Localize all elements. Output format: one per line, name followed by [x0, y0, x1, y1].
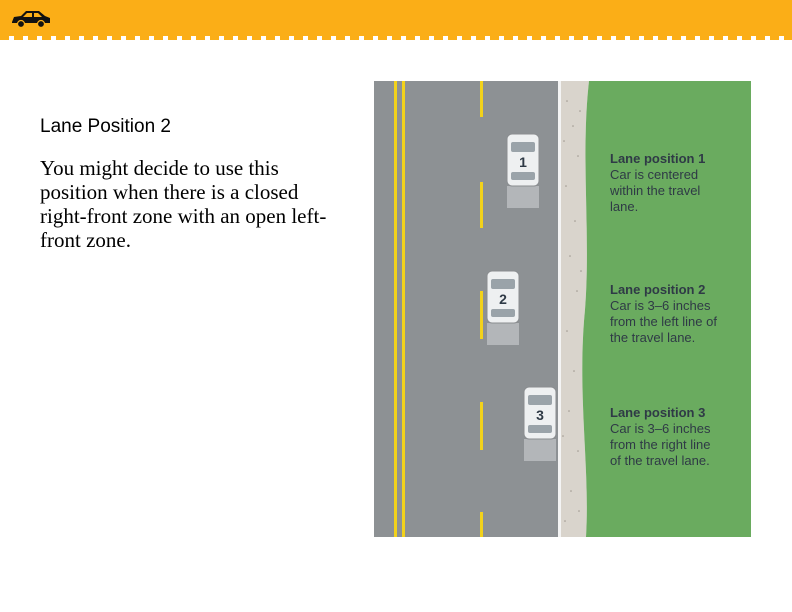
header-bar [0, 0, 792, 38]
car-2 [487, 271, 519, 345]
car-3 [524, 387, 556, 461]
header-bar-edge [0, 36, 792, 40]
caption-3 [610, 405, 711, 468]
shoulder [561, 81, 589, 537]
lane-position-diagram [374, 81, 751, 537]
caption-1-line-2: within the travel [610, 183, 701, 198]
car-1 [507, 134, 539, 208]
caption-2-line-2: from the left line of [610, 314, 717, 329]
caption-3-line-3: of the travel lane. [610, 453, 710, 468]
caption-2-line-1: Car is 3–6 inches [610, 298, 711, 313]
caption-1-title: Lane position 1 [610, 151, 706, 166]
center-line-left [394, 81, 397, 537]
car-3-number: 3 [536, 407, 544, 423]
slide-heading: Lane Position 2 [40, 116, 171, 137]
caption-1-line-3: lane. [610, 199, 639, 214]
center-line-right [402, 81, 405, 537]
car-2-number: 2 [499, 291, 507, 307]
caption-3-line-1: Car is 3–6 inches [610, 421, 711, 436]
caption-2-line-3: the travel lane. [610, 330, 696, 345]
car-1-number: 1 [519, 154, 527, 170]
caption-1-line-1: Car is centered [610, 167, 699, 182]
caption-2-title: Lane position 2 [610, 282, 706, 297]
caption-3-line-2: from the right line [610, 437, 711, 452]
car-icon [10, 9, 52, 29]
caption-3-title: Lane position 3 [610, 405, 706, 420]
slide-body: You might decide to use this position when there is a closed right-front zone with an open left-front zone. [40, 156, 327, 252]
edge-line [558, 81, 561, 537]
